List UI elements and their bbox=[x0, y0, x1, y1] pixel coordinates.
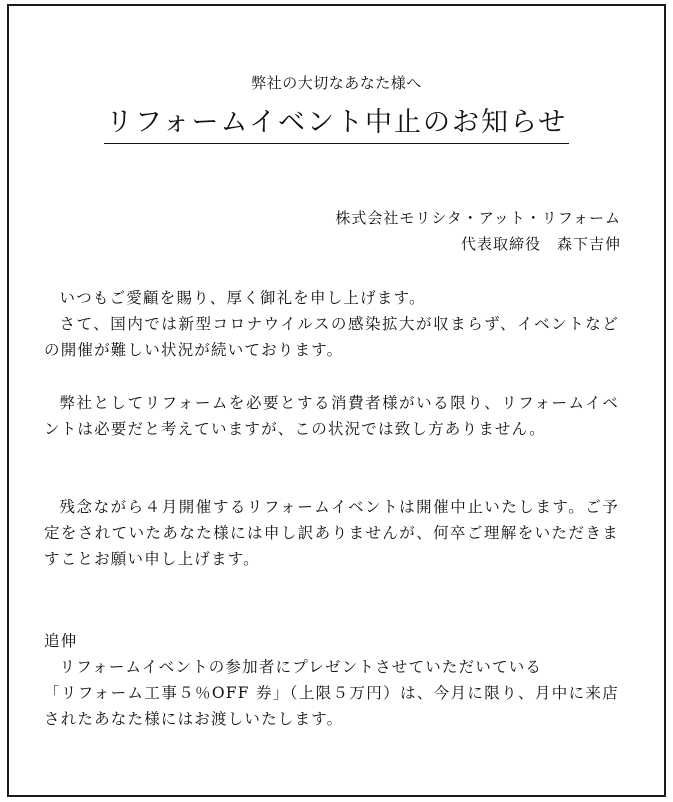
salutation: 弊社の大切なあなた様へ bbox=[251, 74, 422, 92]
sender-company: 株式会社モリシタ・アット・リフォーム bbox=[335, 209, 621, 227]
document-title-text: リフォームイベント中止のお知らせ bbox=[104, 106, 569, 144]
postscript-line-2: 「リフォーム工事５％OFF 券」（上限５万円）は、今月に限り、月中に来店されたあなた様にはお渡しいたします。 bbox=[44, 684, 619, 728]
sender-block bbox=[335, 205, 621, 257]
document-title bbox=[0, 106, 673, 144]
paragraph-cancellation: 残念ながら４月開催するリフォームイベントは開催中止いたします。ご予定をされていたあなた様には申し訳ありませんが、何卒ご理解をいただきますことお願い申し上げます。 bbox=[44, 498, 619, 568]
paragraph-stance-block bbox=[44, 390, 619, 442]
postscript-label: 追伸 bbox=[44, 632, 78, 650]
greeting-paragraphs bbox=[44, 285, 619, 363]
paragraph-situation: さて、国内では新型コロナウイルスの感染拡大が収まらず、イベントなどの開催が難しい状況が続いております。 bbox=[44, 315, 619, 359]
postscript-line-1: リフォームイベントの参加者にプレゼントさせていただいている bbox=[59, 658, 543, 676]
sender-representative: 代表取締役 森下吉伸 bbox=[460, 235, 621, 253]
paragraph-stance: 弊社としてリフォームを必要とする消費者様がいる限り、リフォームイベントは必要だと考えていますが、この状況では致し方ありません。 bbox=[44, 394, 619, 438]
paragraph-cancellation-block bbox=[44, 494, 619, 572]
postscript-block bbox=[44, 654, 619, 732]
paragraph-greeting: いつもご愛顧を賜り、厚く御礼を申し上げます。 bbox=[59, 289, 426, 307]
